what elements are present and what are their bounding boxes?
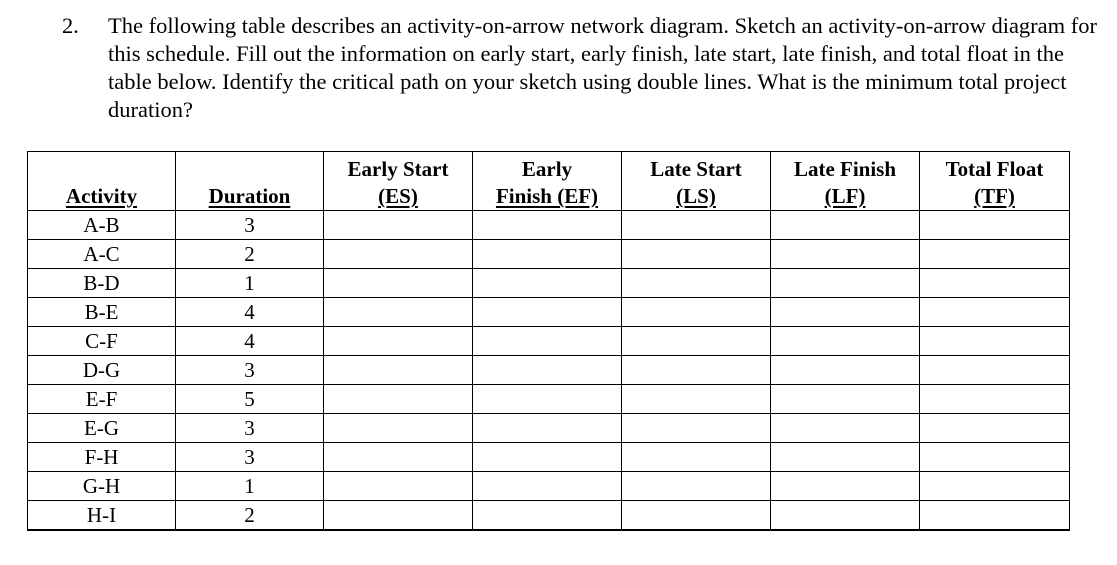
activity-cell: E-F [28, 385, 176, 414]
table-row [28, 501, 1070, 531]
tf-cell[interactable] [920, 356, 1070, 385]
table-row [28, 240, 1070, 269]
es-cell[interactable] [324, 472, 473, 501]
tf-cell[interactable] [920, 414, 1070, 443]
duration-cell: 3 [176, 414, 324, 443]
tf-cell[interactable] [920, 240, 1070, 269]
tf-cell[interactable] [920, 472, 1070, 501]
activity-cell: F-H [28, 443, 176, 472]
ef-cell[interactable] [473, 327, 622, 356]
lf-cell[interactable] [771, 240, 920, 269]
ef-cell[interactable] [473, 414, 622, 443]
ef-cell[interactable] [473, 501, 622, 531]
ef-cell[interactable] [473, 298, 622, 327]
header-early-start: Early Start (ES) [324, 152, 473, 211]
lf-cell[interactable] [771, 385, 920, 414]
ef-cell[interactable] [473, 385, 622, 414]
header-activity: Activity [28, 152, 176, 211]
duration-cell: 3 [176, 356, 324, 385]
activity-cell: E-G [28, 414, 176, 443]
table-row [28, 385, 1070, 414]
header-row [28, 152, 1070, 211]
lf-cell[interactable] [771, 269, 920, 298]
lf-cell[interactable] [771, 356, 920, 385]
ls-cell[interactable] [622, 211, 771, 240]
activity-cell: A-B [28, 211, 176, 240]
duration-cell: 1 [176, 472, 324, 501]
table-row [28, 356, 1070, 385]
lf-cell[interactable] [771, 211, 920, 240]
lf-cell[interactable] [771, 443, 920, 472]
ls-cell[interactable] [622, 327, 771, 356]
question-block [62, 12, 1102, 124]
ef-cell[interactable] [473, 356, 622, 385]
table-row [28, 414, 1070, 443]
ls-cell[interactable] [622, 385, 771, 414]
ef-cell[interactable] [473, 443, 622, 472]
header-late-start: Late Start (LS) [622, 152, 771, 211]
ls-cell[interactable] [622, 472, 771, 501]
tf-cell[interactable] [920, 385, 1070, 414]
header-duration: Duration [176, 152, 324, 211]
tf-cell[interactable] [920, 443, 1070, 472]
header-early-finish: Early Finish (EF) [473, 152, 622, 211]
lf-cell[interactable] [771, 472, 920, 501]
ef-cell[interactable] [473, 211, 622, 240]
ls-cell[interactable] [622, 414, 771, 443]
table-row [28, 211, 1070, 240]
tf-cell[interactable] [920, 501, 1070, 531]
tf-cell[interactable] [920, 298, 1070, 327]
ef-cell[interactable] [473, 472, 622, 501]
tf-cell[interactable] [920, 327, 1070, 356]
duration-cell: 2 [176, 240, 324, 269]
activity-cell: D-G [28, 356, 176, 385]
table-row [28, 269, 1070, 298]
es-cell[interactable] [324, 327, 473, 356]
tf-cell[interactable] [920, 269, 1070, 298]
table-row [28, 327, 1070, 356]
lf-cell[interactable] [771, 298, 920, 327]
lf-cell[interactable] [771, 501, 920, 531]
ef-cell[interactable] [473, 269, 622, 298]
table-row [28, 298, 1070, 327]
ls-cell[interactable] [622, 269, 771, 298]
activity-cell: B-E [28, 298, 176, 327]
question-number: 2. [62, 13, 79, 38]
activity-cell: A-C [28, 240, 176, 269]
table-row [28, 472, 1070, 501]
lf-cell[interactable] [771, 414, 920, 443]
es-cell[interactable] [324, 269, 473, 298]
es-cell[interactable] [324, 501, 473, 531]
duration-cell: 4 [176, 298, 324, 327]
es-cell[interactable] [324, 240, 473, 269]
duration-cell: 5 [176, 385, 324, 414]
tf-cell[interactable] [920, 211, 1070, 240]
schedule-table [27, 151, 1070, 531]
ls-cell[interactable] [622, 443, 771, 472]
ls-cell[interactable] [622, 501, 771, 531]
duration-cell: 3 [176, 443, 324, 472]
es-cell[interactable] [324, 211, 473, 240]
lf-cell[interactable] [771, 327, 920, 356]
ef-cell[interactable] [473, 240, 622, 269]
duration-cell: 4 [176, 327, 324, 356]
es-cell[interactable] [324, 356, 473, 385]
activity-cell: H-I [28, 501, 176, 531]
ls-cell[interactable] [622, 356, 771, 385]
es-cell[interactable] [324, 298, 473, 327]
ls-cell[interactable] [622, 240, 771, 269]
es-cell[interactable] [324, 414, 473, 443]
duration-cell: 3 [176, 211, 324, 240]
activity-cell: G-H [28, 472, 176, 501]
activity-cell: B-D [28, 269, 176, 298]
es-cell[interactable] [324, 443, 473, 472]
duration-cell: 2 [176, 501, 324, 531]
question-text: The following table describes an activity-on-arrow network diagram. Sketch an activity-on-arrow diagram for this schedule. Fill out the information on early start, early finish, late start, late finish, and total float in the table below. Identify the critical path on your sketch using double lines. What is the minimum total project duration? [108, 13, 1098, 122]
activity-cell: C-F [28, 327, 176, 356]
ls-cell[interactable] [622, 298, 771, 327]
header-total-float: Total Float (TF) [920, 152, 1070, 211]
duration-cell: 1 [176, 269, 324, 298]
header-late-finish: Late Finish (LF) [771, 152, 920, 211]
table-row [28, 443, 1070, 472]
es-cell[interactable] [324, 385, 473, 414]
